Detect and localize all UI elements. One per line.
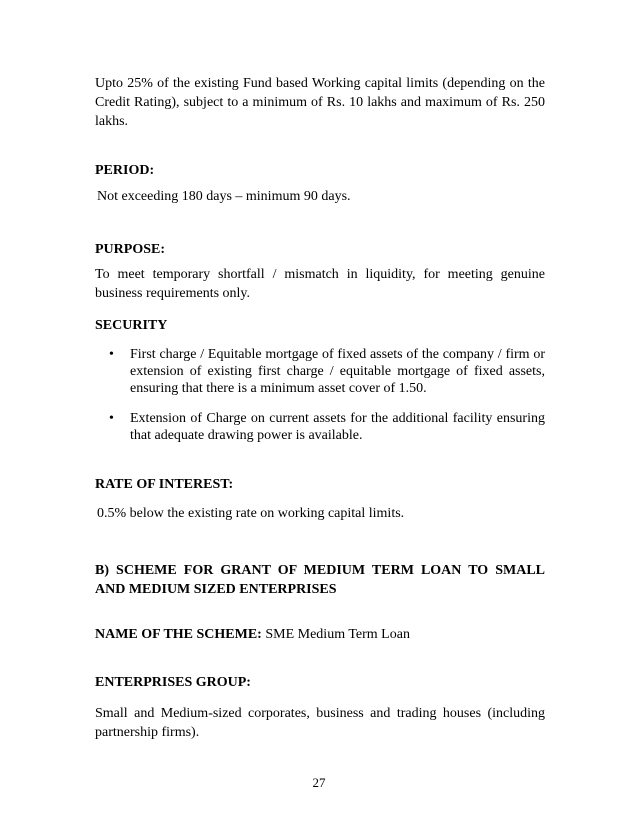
purpose-heading: PURPOSE: xyxy=(95,242,165,257)
page-number: 27 xyxy=(312,775,326,790)
period-text: Not exceeding 180 days – minimum 90 days. xyxy=(97,189,351,204)
period-heading: PERIOD: xyxy=(95,163,155,178)
security-heading: SECURITY xyxy=(95,318,168,333)
scheme-b-heading: B) SCHEME FOR GRANT OF MEDIUM TERM LOAN TO SMALL AND MEDIUM SIZED ENTERPRISES xyxy=(95,563,545,597)
name-of-scheme-value: SME Medium Term Loan xyxy=(265,627,410,642)
rate-of-interest-heading: RATE OF INTEREST: xyxy=(95,477,234,492)
intro-paragraph: Upto 25% of the existing Fund based Working capital limits (depending on the Credit Rating), subject to a minimum of Rs. 10 lakhs and maximum of Rs. 250 lakhs. xyxy=(95,76,545,129)
security-item: • First charge / Equitable mortgage of fixed assets of the company / firm or extension of existing first charge / equitable mortgage of fixed assets, ensuring that there is a minimum asset cover of 1.50. xyxy=(95,346,545,397)
name-of-scheme-label: NAME OF THE SCHEME: xyxy=(95,627,262,642)
enterprises-group-text: Small and Medium-sized corporates, business and trading houses (including partnership firms). xyxy=(95,706,545,740)
purpose-text: To meet temporary shortfall / mismatch in liquidity, for meeting genuine business requirements only. xyxy=(95,267,545,301)
security-item: • Extension of Charge on current assets for the additional facility ensuring that adequate drawing power is available. xyxy=(95,410,545,444)
name-of-scheme-heading xyxy=(95,625,545,644)
security-list xyxy=(95,346,545,397)
security-list-2 xyxy=(95,410,545,444)
rate-of-interest-text: 0.5% below the existing rate on working capital limits. xyxy=(97,506,405,521)
enterprises-group-heading: ENTERPRISES GROUP: xyxy=(95,675,251,690)
